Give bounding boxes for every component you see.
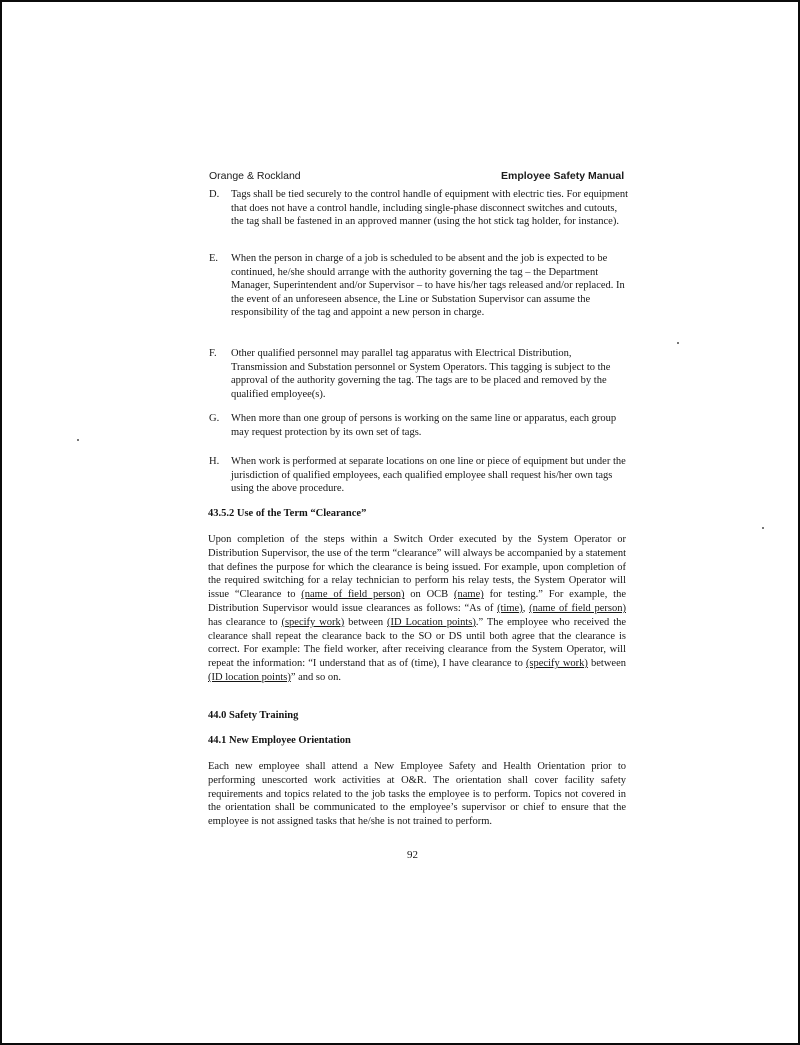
orientation-paragraph: Each new employee shall attend a New Employee Safety and Health Orientation prior to performing unescorted work activities at O&R. The orientation shall cover facility safety requirements and topics related to the job tasks the employee is to perform. Topics not covered in the orientation shall be communicated to the employee’s supervisor or chief to ensure that the employee is not assigned tasks that he/she is not trained to perform. [208,761,626,828]
section-heading-44-1: 44.1 New Employee Orientation [208,735,351,746]
list-item-f [209,347,629,401]
underlined-text: (specify work) [281,616,345,628]
item-letter: D. [209,189,220,200]
underlined-text: (name of field person) [529,602,626,614]
item-letter: H. [209,456,220,467]
item-text: When more than one group of persons is working on the same line or apparatus, each group may request protection by its own set of tags. [231,413,617,438]
list-item-g [209,412,629,439]
item-letter: F. [209,348,217,359]
text-run: between [344,616,388,628]
scan-speck [77,439,79,441]
underlined-text: (name of field person) [301,589,405,601]
item-text: When work is performed at separate locations on one line or piece of equipment but under the jurisdiction of qualified employees, each qualified employee shall request his/her own tags using the above procedure. [231,456,626,495]
section-heading-43-5-2: 43.5.2 Use of the Term “Clearance” [208,508,367,519]
item-text: Other qualified personnel may parallel tag apparatus with Electrical Distribution, Transmission and Substation personnel or System Operators. This tagging is subject to the approval of the authority governing the tag. The tags are to be placed and removed by the qualified employee(s). [231,348,611,400]
scan-speck [762,527,764,529]
page-number: 92 [407,849,418,861]
text-run: , [522,602,530,614]
text-run: has clearance to [208,616,282,628]
list-item-e [209,252,629,320]
text-run: on OCB [404,589,455,601]
list-item-d [209,188,629,229]
item-letter: G. [209,413,220,424]
text-run: .” The employee who received the clearance shall repeat the clearance back to the SO or DS until both agree that the clearance is correct. For example: The field worker, after receiving clearance from the System Operator, will repeat the information: “I understand that as of (time), I have clearance to [208,616,627,670]
text-run: between [587,658,626,670]
item-text: When the person in charge of a job is scheduled to be absent and the job is expected to be continued, he/she should arrange with the authority governing the tag – the Department Manager, Superintendent and/or Supervisor – to have his/her tags released and/or replaced. In the event of an unforeseen absence, the Line or Substation Supervisor can assume the responsibility of the tag and appoint a new person in charge. [231,253,625,319]
underlined-text: (ID location points) [208,671,291,683]
underlined-text: (time) [497,602,523,614]
text-run: ” and so on. [290,671,341,683]
clearance-paragraph [208,533,626,685]
underlined-text: (specify work) [525,658,588,670]
text-run: for testing.” For example, the Distribution Supervisor would issue clearances as follows: “As of [208,589,626,614]
header-company: Orange & Rockland [209,170,301,182]
item-text: Tags shall be tied securely to the control handle of equipment with electric ties. For equipment that does not have a control handle, including single-phase disconnect switches and cutouts, the tag shall be fastened in an approved manner (using the hot stick tag holder, for instance). [231,189,628,228]
scan-speck [677,342,679,344]
underlined-text: (name) [454,589,484,601]
section-heading-44-0: 44.0 Safety Training [208,710,299,721]
text-run: Upon completion of the steps within a Switch Order executed by the System Operator or Distribution Supervisor, the use of the term “clearance” will always be accompanied by a statement that defines the purpose for which the clearance is being issued. For example, upon completion of the required switching for a relay technician to perform his relay tests, the System Operator will issue “Clearance to [208,534,626,601]
list-item-h [209,455,629,496]
header-manual-title: Employee Safety Manual [501,170,625,182]
item-letter: E. [209,253,219,264]
underlined-text: (ID Location points) [387,616,476,628]
